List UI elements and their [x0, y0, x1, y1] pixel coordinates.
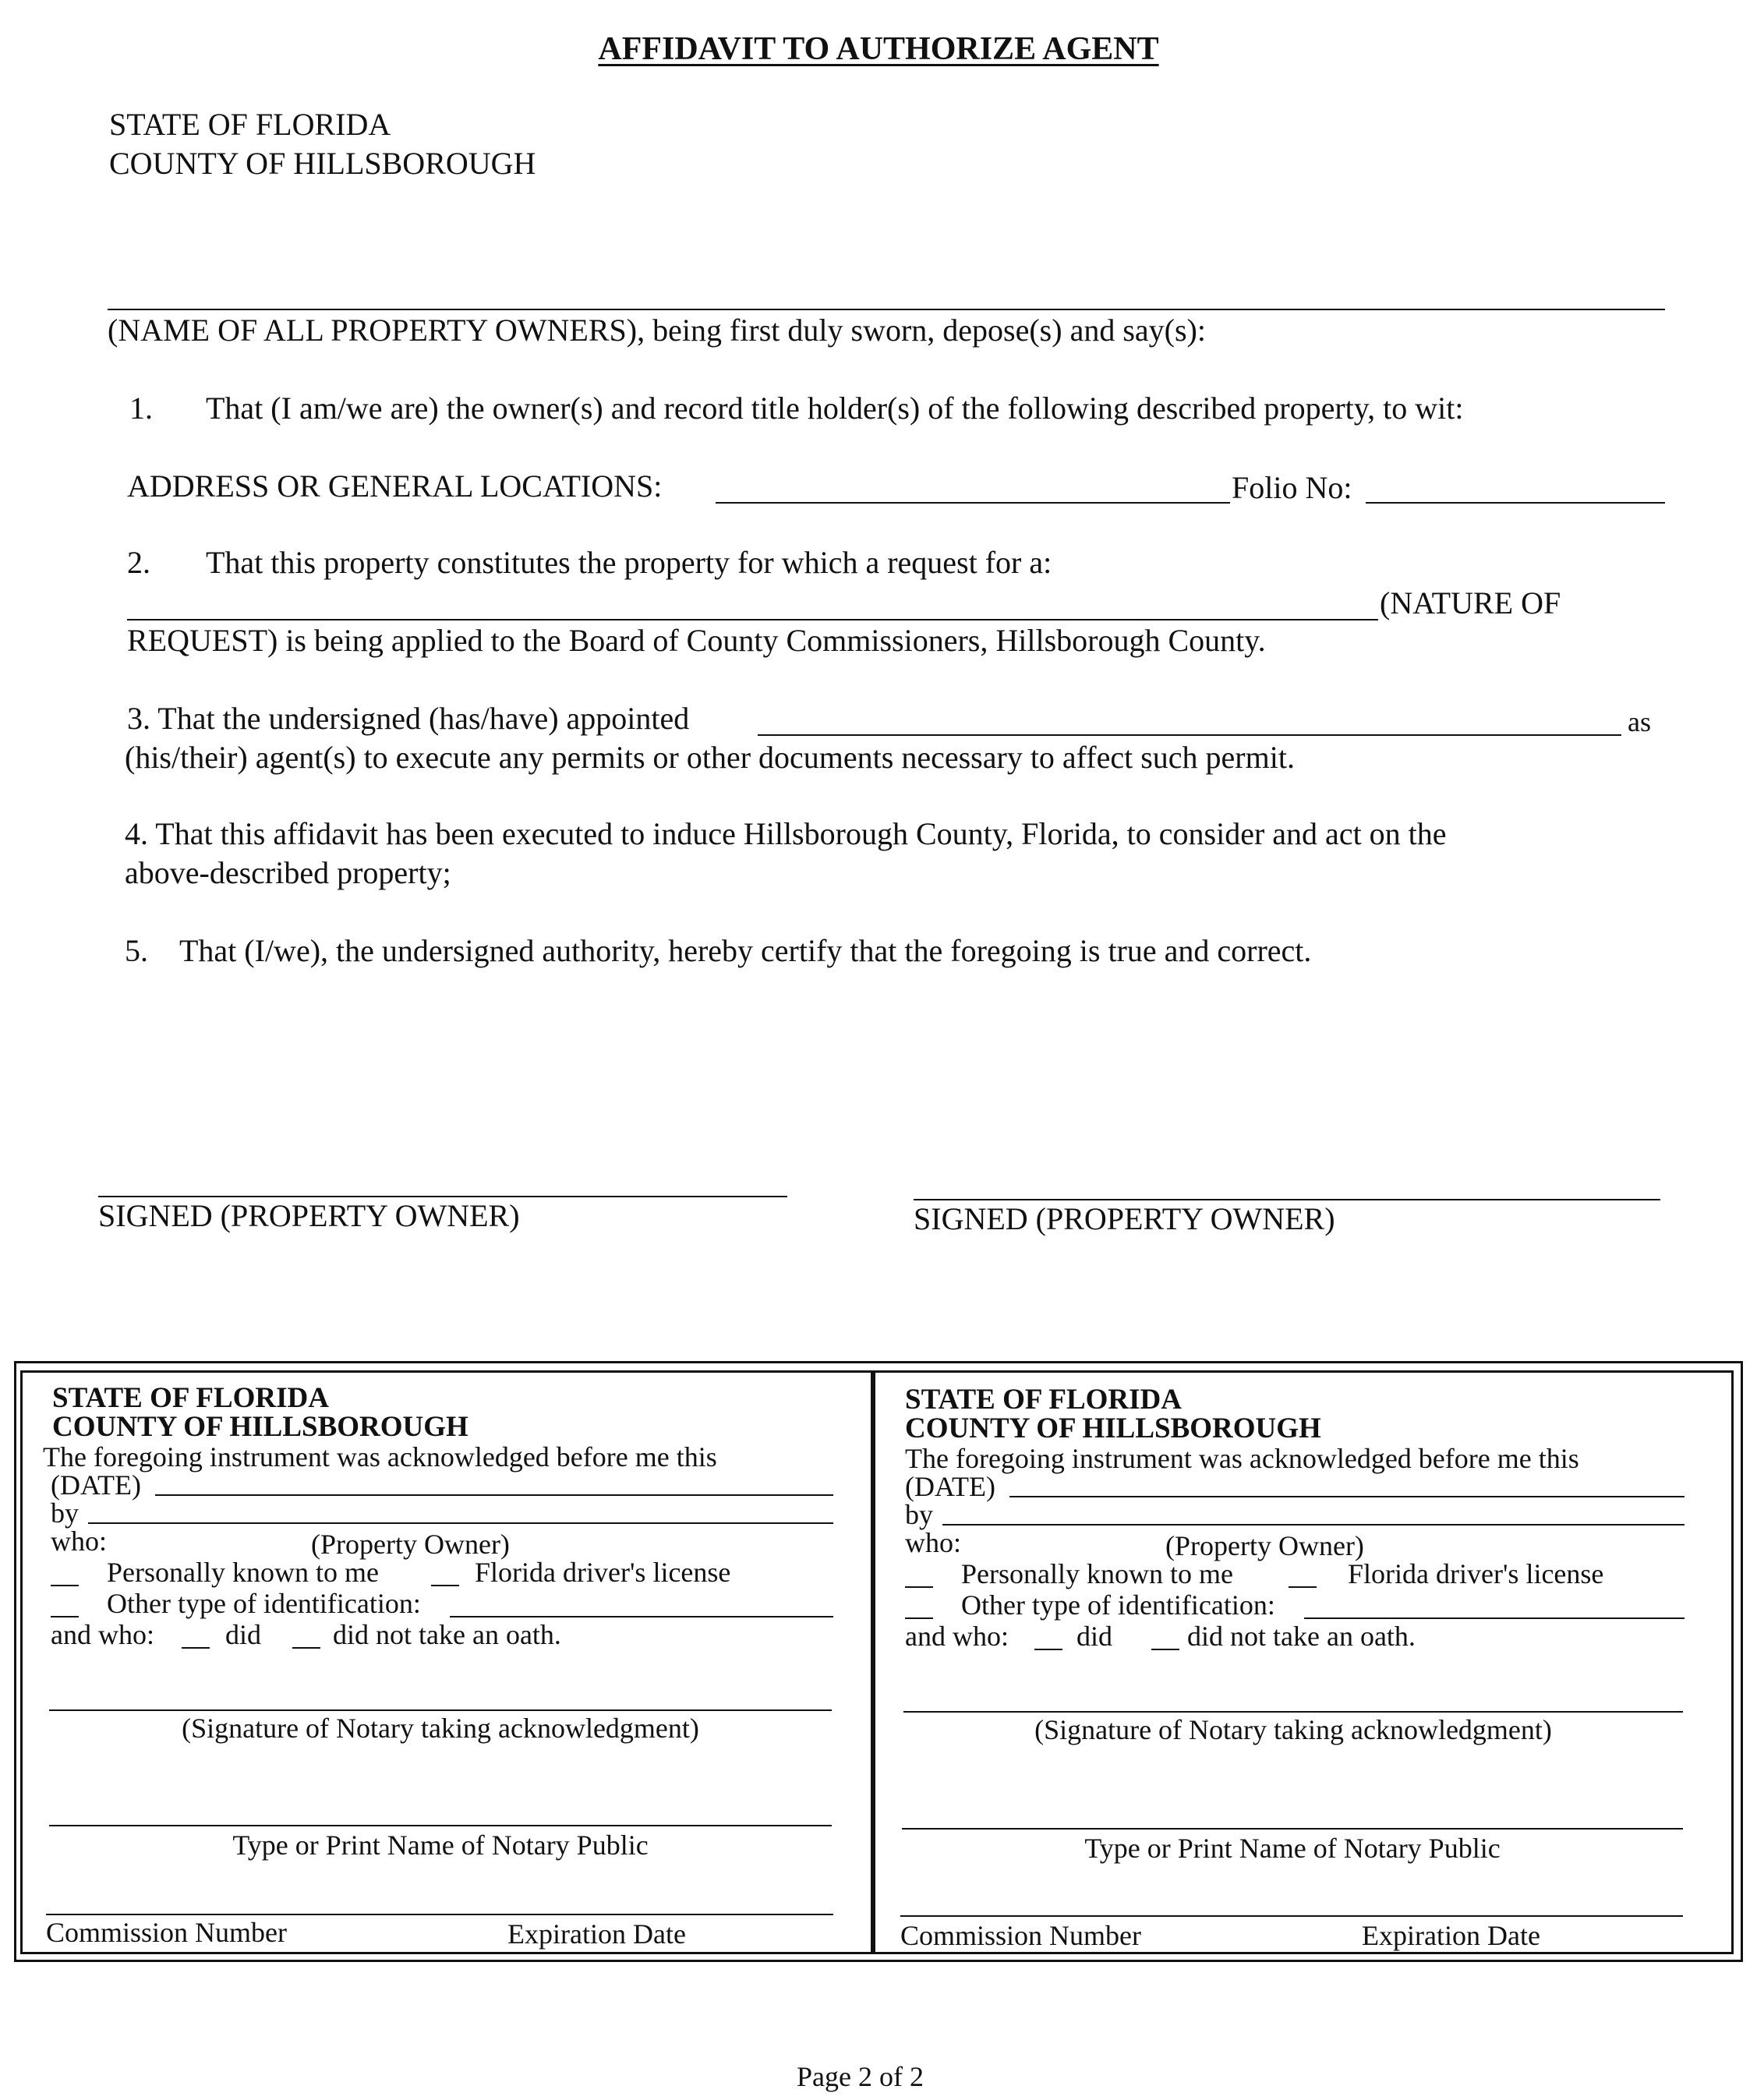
nature-label: (NATURE OF [1380, 585, 1561, 620]
notary-signature-label: (Signature of Notary taking acknowledgment) [182, 1713, 699, 1744]
notary-box-left [20, 1370, 873, 1954]
did-label: did [1076, 1621, 1113, 1652]
item-4-rest: above-described property; [125, 855, 451, 890]
notary-signature-line[interactable] [49, 1709, 832, 1711]
expiration-label: Expiration Date [1362, 1920, 1540, 1951]
personally-known-label: Personally known to me [107, 1557, 379, 1588]
notary-who-label: who: [51, 1526, 107, 1557]
notary-property-owner: (Property Owner) [311, 1529, 510, 1560]
notary-by-field[interactable] [88, 1522, 833, 1524]
item-1-text: That (I am/we are) the owner(s) and record title holder(s) of the following described property, to wit: [206, 391, 1464, 426]
commission-label: Commission Number [46, 1917, 288, 1948]
did-checkbox[interactable] [1034, 1649, 1062, 1650]
item-2-number: 2. [127, 545, 150, 580]
notary-signature-line[interactable] [903, 1711, 1683, 1713]
personally-known-checkbox[interactable] [51, 1585, 79, 1586]
state-label: STATE OF FLORIDA [109, 107, 391, 142]
item-5-text: That (I/we), the undersigned authority, hereby certify that the foregoing is true and correct. [179, 933, 1312, 968]
notary-by-field[interactable] [942, 1524, 1685, 1526]
did-label: did [225, 1619, 262, 1650]
notary-foregoing: The foregoing instrument was acknowledged before me this [43, 1441, 717, 1472]
notary-print-name-label: Type or Print Name of Notary Public [1084, 1833, 1501, 1864]
other-id-field[interactable] [1304, 1617, 1685, 1619]
signature-label-right: SIGNED (PROPERTY OWNER) [914, 1201, 1335, 1236]
did-not-checkbox[interactable] [1151, 1649, 1179, 1650]
notary-box-right [873, 1370, 1734, 1954]
commission-line[interactable] [46, 1914, 833, 1915]
agent-name-field[interactable] [758, 734, 1621, 736]
notary-date-field[interactable] [155, 1494, 833, 1496]
address-label: ADDRESS OR GENERAL LOCATIONS: [127, 468, 663, 504]
owners-line-text: (NAME OF ALL PROPERTY OWNERS), being first duly sworn, depose(s) and say(s): [108, 313, 1206, 348]
notary-date-label: (DATE) [51, 1469, 141, 1501]
notary-county: COUNTY OF HILLSBOROUGH [905, 1412, 1321, 1444]
drivers-license-label: Florida driver's license [1348, 1558, 1604, 1589]
other-id-field[interactable] [450, 1616, 833, 1617]
notary-by-label: by [905, 1499, 933, 1530]
other-id-label: Other type of identification: [107, 1588, 421, 1619]
item-2-rest: REQUEST) is being applied to the Board of County Commissioners, Hillsborough County. [127, 623, 1266, 658]
other-id-checkbox[interactable] [905, 1617, 933, 1619]
notary-state: STATE OF FLORIDA [52, 1382, 329, 1414]
notary-date-label: (DATE) [905, 1471, 995, 1502]
notary-signature-label: (Signature of Notary taking acknowledgment) [1034, 1714, 1552, 1745]
county-label: COUNTY OF HILLSBOROUGH [109, 146, 536, 181]
item-1-number: 1. [129, 391, 153, 426]
did-not-label: did not take an oath. [333, 1619, 561, 1650]
nature-of-request-field[interactable] [127, 619, 1378, 620]
and-who-label: and who: [905, 1621, 1009, 1652]
commission-label: Commission Number [900, 1920, 1142, 1951]
page-number: Page 2 of 2 [797, 2061, 924, 2092]
did-not-label: did not take an oath. [1187, 1621, 1416, 1652]
personally-known-label: Personally known to me [961, 1558, 1233, 1589]
document-title [0, 30, 1757, 69]
notary-print-name-label: Type or Print Name of Notary Public [232, 1830, 649, 1861]
item-4-text: 4. That this affidavit has been executed to induce Hillsborough County, Florida, to consider and act on the [125, 816, 1447, 851]
notary-print-name-line[interactable] [49, 1825, 832, 1826]
personally-known-checkbox[interactable] [905, 1586, 933, 1588]
notary-print-name-line[interactable] [902, 1828, 1683, 1830]
notary-who-label: who: [905, 1527, 961, 1558]
notary-by-label: by [51, 1497, 79, 1529]
drivers-license-checkbox[interactable] [1289, 1586, 1317, 1588]
other-id-checkbox[interactable] [51, 1616, 79, 1617]
commission-line[interactable] [900, 1915, 1683, 1917]
address-field[interactable] [716, 502, 1230, 504]
notary-foregoing: The foregoing instrument was acknowledged before me this [905, 1443, 1579, 1474]
item-3-as: as [1628, 706, 1651, 737]
owners-name-field[interactable] [108, 309, 1665, 310]
item-2-text: That this property constitutes the property for which a request for a: [206, 545, 1052, 580]
did-checkbox[interactable] [182, 1647, 210, 1649]
item-3-rest: (his/their) agent(s) to execute any permits or other documents necessary to affect such permit. [125, 740, 1295, 775]
item-3-text: 3. That the undersigned (has/have) appointed [127, 701, 690, 736]
drivers-license-checkbox[interactable] [431, 1585, 459, 1586]
notary-date-field[interactable] [1009, 1496, 1685, 1497]
document-title-text: AFFIDAVIT TO AUTHORIZE AGENT [598, 31, 1159, 67]
and-who-label: and who: [51, 1619, 154, 1650]
folio-field[interactable] [1366, 502, 1665, 504]
signature-label-left: SIGNED (PROPERTY OWNER) [98, 1198, 520, 1233]
other-id-label: Other type of identification: [961, 1589, 1275, 1621]
notary-property-owner: (Property Owner) [1165, 1530, 1364, 1561]
notary-county: COUNTY OF HILLSBOROUGH [52, 1411, 468, 1443]
item-5-number: 5. [125, 933, 148, 968]
expiration-label: Expiration Date [507, 1918, 686, 1950]
did-not-checkbox[interactable] [292, 1647, 320, 1649]
folio-label: Folio No: [1232, 470, 1352, 505]
drivers-license-label: Florida driver's license [475, 1557, 731, 1588]
notary-state: STATE OF FLORIDA [905, 1384, 1182, 1416]
